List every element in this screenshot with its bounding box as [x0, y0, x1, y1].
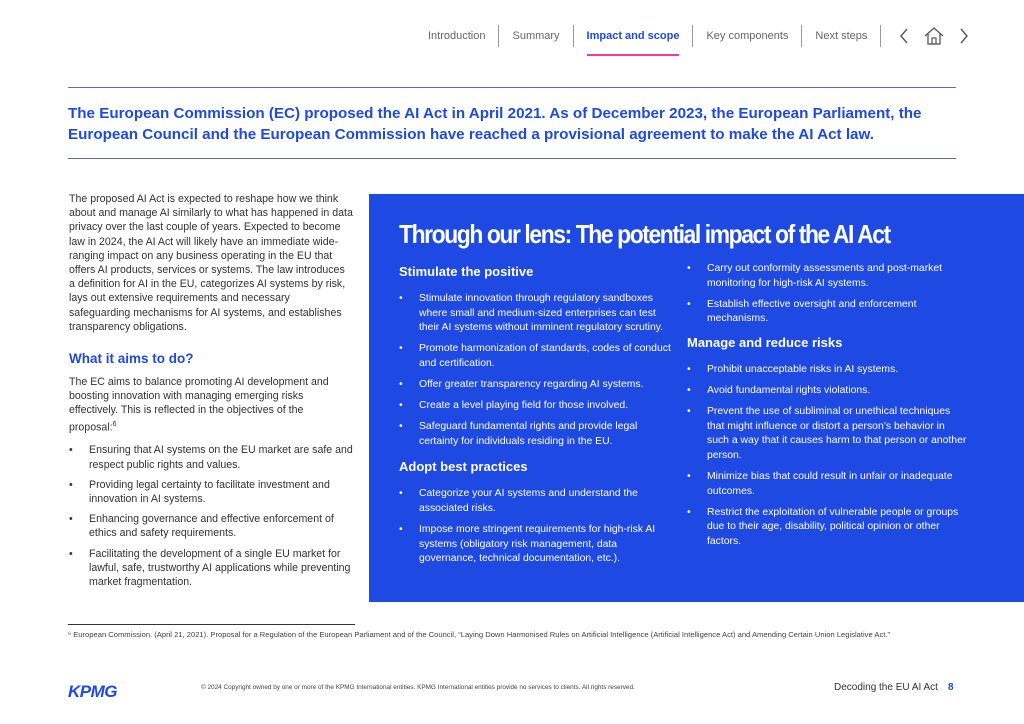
list-item: • Stimulate innovation through regulatory sandboxes where small and medium-sized enterprises can test their AI systems without imminent regulatory scrutiny. — [399, 292, 677, 336]
list-item: • Enhancing governance and effective enforcement of ethics and safety requirements. — [69, 512, 353, 540]
nav-tab-summary[interactable]: Summary — [499, 25, 573, 47]
panel-title: Through our lens: The potential impact of the AI Act — [399, 219, 890, 249]
footnote-divider — [68, 624, 355, 625]
headline-bottom-divider — [68, 158, 956, 159]
left-column — [69, 192, 353, 595]
nav-tab-impact-and-scope[interactable]: Impact and scope — [574, 25, 694, 47]
aims-list — [69, 443, 353, 589]
footnote-reference[interactable]: 6 — [112, 420, 117, 428]
best-practices-list — [399, 487, 677, 566]
list-item: • Prevent the use of subliminal or unethical techniques that might influence or distort a person’s behavior in such a way that it causes harm to that person or another person. — [687, 405, 967, 463]
list-item: • Establish effective oversight and enforcement mechanisms. — [687, 298, 967, 327]
stimulate-heading: Stimulate the positive — [399, 264, 534, 279]
kpmg-logo — [68, 680, 122, 700]
list-item: • Ensuring that AI systems on the EU market are safe and respect public rights and values. — [69, 443, 353, 471]
nav-tab-next-steps[interactable]: Next steps — [802, 25, 881, 47]
list-item: • Prohibit unacceptable risks in AI systems. — [687, 363, 967, 378]
panel-column-left — [399, 264, 677, 573]
aims-paragraph — [69, 375, 353, 434]
page-number: 8 — [948, 682, 954, 693]
document-title: Decoding the EU AI Act — [834, 682, 938, 693]
top-navigation — [415, 22, 975, 50]
stimulate-list — [399, 292, 677, 449]
aims-text: The EC aims to balance promoting AI development and boosting innovation with managing emerging risks effectively. This is reflected in the objectives of the proposal: — [69, 376, 329, 434]
list-item: • Minimize bias that could result in unfair or inadequate outcomes. — [687, 470, 967, 499]
best-practices-list-continued — [687, 262, 967, 327]
intro-paragraph: The proposed AI Act is expected to reshape how we think about and manage AI similarly to what has happened in data privacy over the last couple of years. Expected to become law in 2024, the AI Act will likely have an immediate wide-ranging impact on any business operating in the EU that offers AI products, services or systems. The law introduces a definition for AI in the EU, categorizes AI systems by risk, lays out extensive requirements and necessary safeguarding mechanisms for AI systems, and establishes transparency obligations. — [69, 193, 353, 333]
aims-heading: What it aims to do? — [69, 351, 194, 367]
list-item: • Carry out conformity assessments and post-market monitoring for high-risk AI systems. — [687, 262, 967, 291]
list-item: • Restrict the exploitation of vulnerable people or groups due to their age, disability, political opinion or other factors. — [687, 506, 967, 550]
nav-tab-key-components[interactable]: Key components — [693, 25, 802, 47]
nav-tab-introduction[interactable]: Introduction — [415, 25, 499, 47]
list-item: • Safeguard fundamental rights and provide legal certainty for individuals residing in the EU. — [399, 420, 677, 449]
list-item: • Providing legal certainty to facilitate investment and innovation in AI systems. — [69, 478, 353, 506]
manage-risks-list — [687, 363, 967, 550]
footnote: ⁶ European Commission. (April 21, 2021). Proposal for a Regulation of the European Parliament and of the Council, “Laying Down Harmonised Rules on Artificial Intelligence (Artificial Intelligence Act) and Amending Certain Union Legislative Act.” — [68, 630, 890, 639]
list-item: • Facilitating the development of a single EU market for lawful, safe, trustworthy AI applications while preventing market fragmentation. — [69, 547, 353, 590]
list-item: • Promote harmonization of standards, codes of conduct and certification. — [399, 342, 677, 371]
manage-risks-heading: Manage and reduce risks — [687, 334, 843, 350]
chevron-right-icon[interactable] — [953, 25, 975, 47]
copyright-notice: © 2024 Copyright owned by one or more of the KPMG International entities. KPMG International entities provide no services to clients. All rights reserved. — [201, 684, 635, 691]
best-practices-heading: Adopt best practices — [399, 459, 528, 475]
chevron-left-icon[interactable] — [893, 25, 915, 47]
impact-panel — [369, 194, 1024, 602]
home-icon[interactable] — [923, 25, 945, 47]
list-item: • Categorize your AI systems and understand the associated risks. — [399, 487, 677, 516]
list-item: • Offer greater transparency regarding AI systems. — [399, 378, 677, 393]
nav-controls — [893, 25, 975, 47]
list-item: • Create a level playing field for those involved. — [399, 399, 677, 414]
headline-top-divider — [68, 87, 956, 88]
page-headline: The European Commission (EC) proposed the AI Act in April 2021. As of December 2023, the European Parliament, the European Council and the European Commission have reached a provisional agreement to make the AI Act law. — [68, 105, 922, 143]
panel-column-right — [687, 262, 967, 556]
list-item: • Avoid fundamental rights violations. — [687, 384, 967, 399]
list-item: • Impose more stringent requirements for high-risk AI systems (obligatory risk management, data governance, technical documentation, etc.). — [399, 523, 677, 567]
svg-text:KPMG: KPMG — [68, 682, 117, 700]
